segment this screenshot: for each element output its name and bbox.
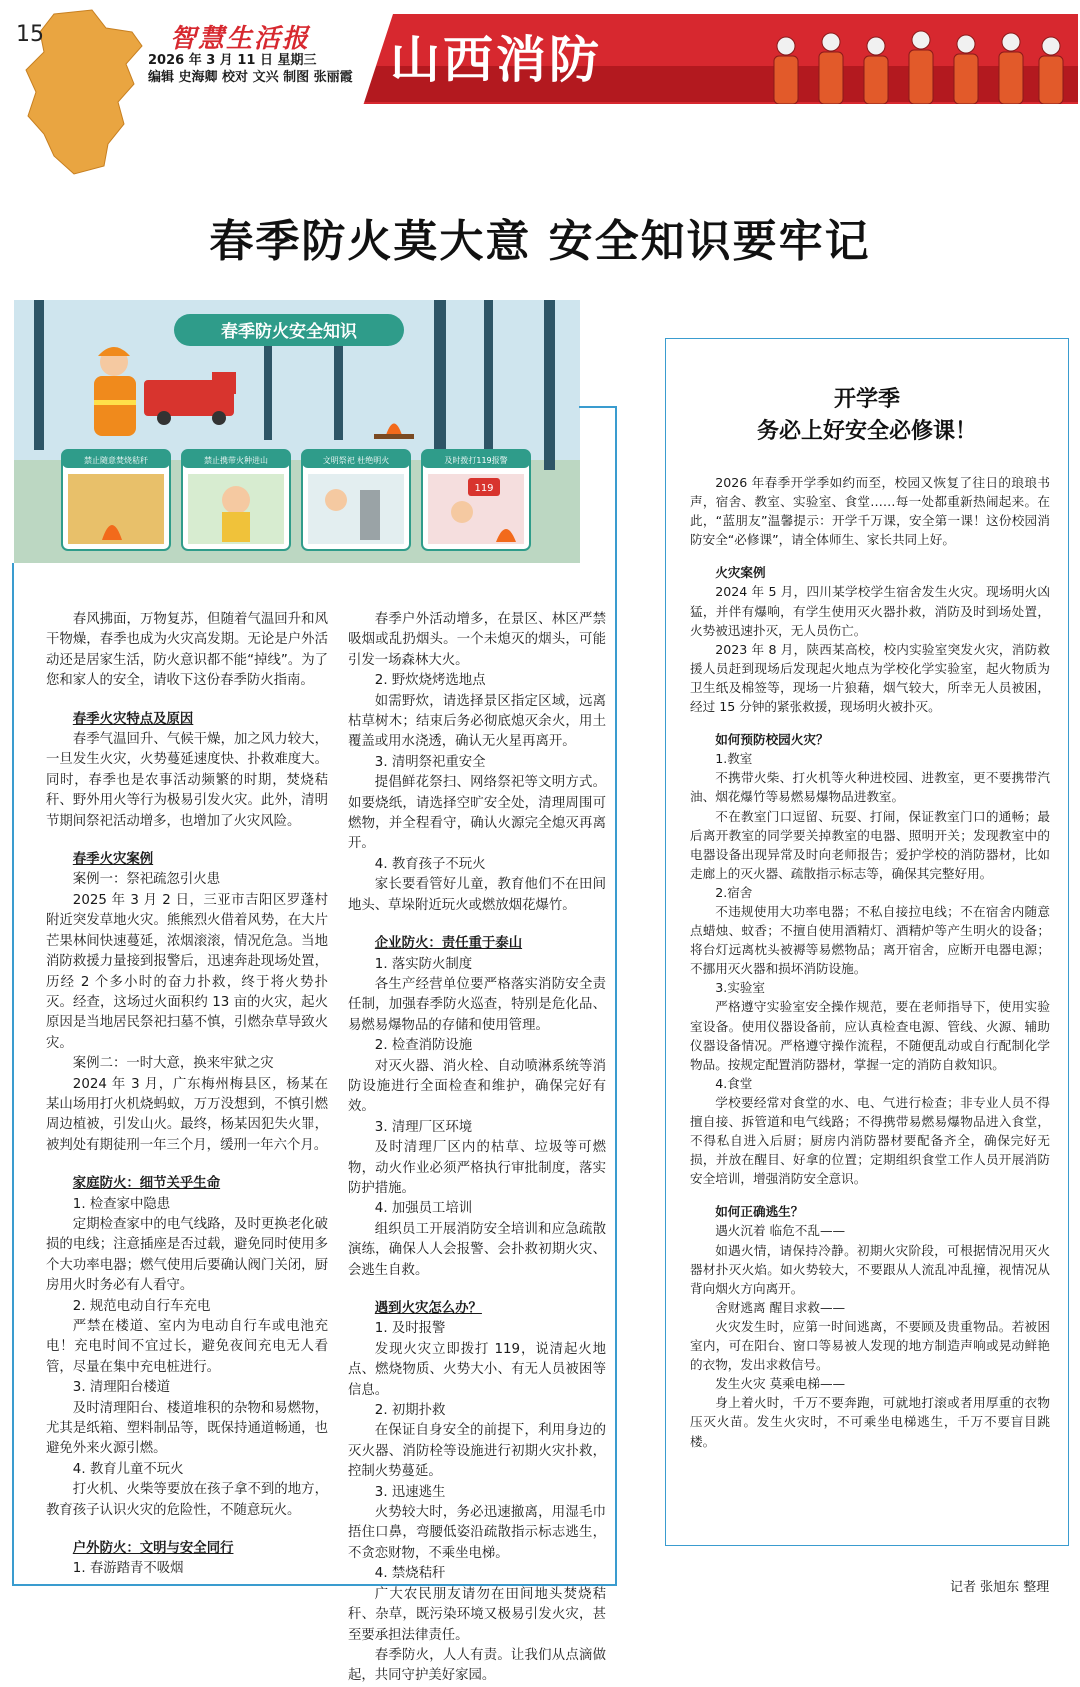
illustration-banner: 春季防火安全知识	[221, 322, 357, 342]
paragraph: 3. 清明祭祀重安全	[374, 754, 486, 770]
paragraph: 2025 年 3 月 2 日，三亚市吉阳区罗蓬村附近突发草地火灾。熊熊烈火借着风势，在大片芒果林间快速蔓延，浓烟滚滚，情况危急。当地消防救援力量接到报警后，迅速奔赴现场处置，历经 2 个多小时的奋力扑救，终于将火势扑灭。经查，这场过火面积约 13 亩的火灾，起火原因是当地居民祭祀扫墓不慎，引燃杂草导致火灾。	[46, 892, 328, 1051]
paragraph: 发生火灾 莫乘电梯——	[715, 1376, 846, 1392]
paragraph: 不违规使用大功率电器；不私自接拉电线；不在宿舍内随意点蜡烛、蚊香；不擅自使用酒精灯、酒精炉等产生明火的设备；将台灯远离枕头被褥等易燃物品；离开宿舍，应断开电器电源；不挪用灭火器和损坏消防设施。	[690, 903, 1050, 977]
paragraph: 2023 年 8 月，陕西某高校，校内实验室突发火灾，消防救援人员赶到现场后发现起火地点为学校化学实验室，起火物质为卫生纸及棉签等，现场一片狼藉，烟气较大，所幸无人员被困，经过 15 分钟的紧张救援，现场明火被扑灭。	[690, 641, 1050, 715]
paragraph: 严格遵守实验室安全操作规范，要在老师指导下，使用实验室设备。使用仪器设备前，应认真检查电源、管线、火源、辅助仪器设备情况。严格遵守操作流程，不随便乱动或自行配制化学物品。按规定配置消防器材，掌握一定的消防自救知识。	[690, 999, 1050, 1072]
paragraph: 打火机、火柴等要放在孩子拿不到的地方，教育孩子认识火灾的危险性，不随意玩火。	[46, 1482, 328, 1518]
paragraph: 不携带火柴、打火机等火种进校园、进教室，更不要携带汽油、烟花爆竹等易燃易爆物品进教室。	[690, 770, 1050, 805]
paragraph: 发现火灾立即拨打 119，说清起火地点、燃烧物质、火势大小、有无人员被困等信息。	[348, 1341, 606, 1398]
paragraph: 火灾发生时，应第一时间逃离，不要顾及贵重物品。若被困室内，可在阳台、窗口等易被人发现的地方制造声响或晃动鲜艳的衣物，发出求救信号。	[690, 1318, 1050, 1373]
paragraph: 1. 检查家中隐患	[72, 1196, 171, 1212]
paragraph: 2026 年春季开学季如约而至，校园又恢复了往日的琅琅书声，宿舍、教室、实验室、食堂……每一处都重新热闹起来。在此，“蓝朋友”温馨提示：开学千万课，安全第一课！这份校园消防安全“必修课”，请全体师生、家长共同上好。	[690, 475, 1050, 548]
section-heading: 春季火灾案例	[72, 852, 154, 868]
paragraph: 在保证自身安全的前提下，利用身边的灭火器、消防栓等设施进行初期火灾扑救，控制火势蔓延。	[348, 1423, 606, 1480]
paragraph: 舍财逃离 醒目求救——	[715, 1299, 846, 1315]
paragraph: 2. 野炊烧烤选地点	[374, 673, 486, 689]
frame-line	[579, 406, 617, 408]
section-heading: 火灾案例	[715, 565, 766, 581]
sidebar-title	[665, 383, 1069, 447]
paragraph: 广大农民朋友请勿在田间地头焚烧秸秆、杂草，既污染环境又极易引发火灾，甚至要承担法律责任。	[348, 1586, 606, 1643]
paragraph: 如需野炊，请选择景区指定区域，远离枯草树木；结束后务必彻底熄灭余火，用土覆盖或用水浇透，确认无火星再离开。	[348, 693, 606, 750]
paragraph: 2024 年 3 月，广东梅州梅县区，杨某在某山场用打火机烧蚂蚁，万万没想到，不慎引燃周边植被，引发山火。最终，杨某因犯失火罪，被判处有期徒刑一年三个月，缓刑一年六个月。	[46, 1076, 328, 1153]
paragraph: 遇火沉着 临危不乱——	[715, 1223, 846, 1239]
section-heading: 如何正确逃生？	[715, 1204, 804, 1220]
paragraph: 2024 年 5 月，四川某学校学生宿舍发生火灾。现场明火凶猛，并伴有爆响，有学生使用灭火器扑救，消防及时到场处置，火势被迅速扑灭，无人员伤亡。	[690, 584, 1050, 638]
article-column-right	[348, 610, 606, 1687]
paragraph: 定期检查家中的电气线路，及时更换老化破损的电线；注意插座是否过载，避免同时使用多个大功率电器；燃气使用后要确认阀门关闭，厨房用火时务必有人看守。	[46, 1216, 328, 1294]
issue-meta	[148, 52, 353, 86]
paragraph: 春季户外活动增多，在景区、林区严禁吸烟或乱扔烟头。一个未熄灭的烟头，可能引发一场森林大火。	[348, 612, 606, 668]
paragraph: 案例一：祭祀疏忽引火患	[72, 872, 221, 888]
section-heading: 春季火灾特点及原因	[72, 711, 194, 727]
paragraph: 3. 清理厂区环境	[374, 1119, 473, 1135]
frame-right	[615, 406, 617, 1586]
paragraph: 学校要经常对食堂的水、电、气进行检查；非专业人员不得擅自接、拆管道和电气线路；不得携带易燃易爆物品进入食堂，不得私自进入后厨；厨房内消防器材要配备齐全，确保完好无损，并放在醒目、好拿的位置；定期组织食堂工作人员开展消防安全培训，增强消防安全意识。	[690, 1094, 1050, 1187]
paragraph: 2. 规范电动自行车充电	[72, 1298, 211, 1314]
paragraph: 3. 迅速逃生	[374, 1484, 446, 1500]
paragraph: 2.宿舍	[715, 884, 753, 900]
paragraph: 春季气温回升、气候干燥，加之风力较大，一旦发生火灾，火势蔓延速度快、扑救难度大。同时，春季也是农事活动频繁的时期，焚烧秸秆、野外用火等行为极易引发火灾。此外，清明节期间祭祀活动增多，也增加了火灾风险。	[46, 732, 328, 829]
paragraph: 2. 初期扑救	[374, 1403, 446, 1419]
headline: 春季防火莫大意 安全知识要牢记	[209, 216, 871, 267]
paragraph: 春季防火，人人有责。让我们从点滴做起，共同守护美好家园。	[348, 1647, 606, 1684]
reporter-credit: 记者 张旭东 整理	[950, 1580, 1050, 1595]
panel-label: 文明祭祀 杜绝明火	[322, 456, 390, 465]
paragraph: 对灭火器、消火栓、自动喷淋系统等消防设施进行全面检查和维护，确保完好有效。	[348, 1058, 606, 1115]
paragraph: 家长要看管好儿童，教育他们不在田间地头、草垛附近玩火或燃放烟花爆竹。	[348, 877, 606, 913]
page-number: 15	[16, 22, 44, 47]
spring-fire-safety-illustration	[14, 300, 580, 563]
phone-number-label: 119	[474, 483, 494, 494]
paragraph: 2. 检查消防设施	[374, 1038, 473, 1054]
paragraph: 如遇火情，请保持冷静。初期火灾阶段，可根据情况用灭火器材扑灭火焰。如火势较大，不要跟从人流乱冲乱撞，视情况从背向烟火方向离开。	[690, 1242, 1050, 1296]
sidebar-title-line1: 开学季	[833, 386, 900, 412]
paragraph: 1.教室	[715, 751, 753, 767]
paragraph: 4. 教育孩子不玩火	[374, 856, 486, 872]
panel-label: 禁止随意焚烧秸秆	[84, 456, 148, 465]
paragraph: 火势较大时，务必迅速撤离，用湿毛巾捂住口鼻，弯腰低姿沿疏散指示标志逃生，不贪恋财物，不乘坐电梯。	[348, 1505, 606, 1561]
paragraph: 1. 春游踏青不吸烟	[72, 1561, 184, 1577]
paragraph: 提倡鲜花祭扫、网络祭祀等文明方式。如要烧纸，请选择空旷安全处，清理周围可燃物，并全程看守，确认火源完全熄灭再离开。	[348, 775, 606, 852]
paragraph: 案例二：一时大意，换来牢狱之灾	[72, 1056, 274, 1072]
paragraph: 身上着火时，千万不要奔跑，可就地打滚或者用厚重的衣物压灭火苗。发生火灾时，不可乘坐电梯逃生，千万不要盲目跳楼。	[690, 1395, 1050, 1449]
panel-label: 禁止携带火种进山	[204, 456, 268, 465]
date-line: 2026 年 3 月 11 日 星期三	[148, 53, 317, 68]
paragraph: 组织员工开展消防安全培训和应急疏散演练，确保人人会报警、会扑救初期火灾、会逃生自救。	[348, 1221, 606, 1278]
frame-left	[12, 563, 14, 1586]
paragraph: 严禁在楼道、室内为电动自行车或电池充电！充电时间不宜过长，避免夜间充电无人看管，尽量在集中充电桩进行。	[46, 1319, 328, 1375]
panel-label: 及时拨打119报警	[444, 456, 508, 465]
paragraph: 4.食堂	[715, 1075, 753, 1091]
section-heading: 企业防火：责任重于泰山	[374, 936, 523, 952]
paragraph: 及时清理阳台、楼道堆积的杂物和易燃物，尤其是纸箱、塑料制品等，既保持通道畅通，也避免外来火源引燃。	[46, 1400, 328, 1457]
paragraph: 4. 禁烧秸秆	[374, 1566, 446, 1582]
section-heading: 如何预防校园火灾？	[715, 732, 829, 748]
section-title: 山西消防	[390, 31, 602, 89]
paragraph: 春风拂面，万物复苏，但随着气温回升和风干物燥，春季也成为火灾高发期。无论是户外活动还是居家生活，防火意识都不能“掉线”。为了您和家人的安全，请收下这份春季防火指南。	[46, 612, 328, 689]
article-column-left	[46, 610, 328, 1580]
paragraph: 各生产经营单位要严格落实消防安全责任制，加强春季防火巡查，特别是危化品、易燃易爆物品的存储和使用管理。	[348, 976, 606, 1033]
paragraph: 4. 教育儿童不玩火	[72, 1461, 184, 1477]
paragraph: 3.实验室	[715, 980, 765, 996]
section-heading: 户外防火：文明与安全同行	[72, 1541, 234, 1557]
paper-name: 智慧生活报	[170, 24, 311, 54]
sidebar-body	[690, 473, 1050, 1451]
section-heading: 遇到火灾怎么办？	[374, 1301, 482, 1316]
paragraph: 3. 清理阳台楼道	[72, 1380, 171, 1396]
paragraph: 1. 及时报警	[374, 1321, 446, 1337]
paragraph: 4. 加强员工培训	[374, 1201, 473, 1217]
firefighters-image	[760, 26, 1070, 104]
section-heading: 家庭防火：细节关乎生命	[72, 1176, 221, 1192]
paragraph: 1. 落实防火制度	[374, 956, 473, 972]
paragraph: 及时清理厂区内的枯草、垃圾等可燃物，动火作业必须严格执行审批制度，落实防护措施。	[348, 1140, 606, 1196]
sidebar-title-line2: 务必上好安全必修课！	[756, 418, 977, 444]
staff-line: 编辑 史海卿 校对 文兴 制图 张丽霞	[148, 70, 353, 85]
paragraph: 不在教室门口逗留、玩耍、打闹，保证教室门口的通畅；最后离开教室的同学要关掉教室的电器、照明开关；发现教室中的电器设备出现异常及时向老师报告；爱护学校的消防器材，比如走廊上的灭火器、疏散指示标志等，确保其完整好用。	[690, 808, 1050, 881]
